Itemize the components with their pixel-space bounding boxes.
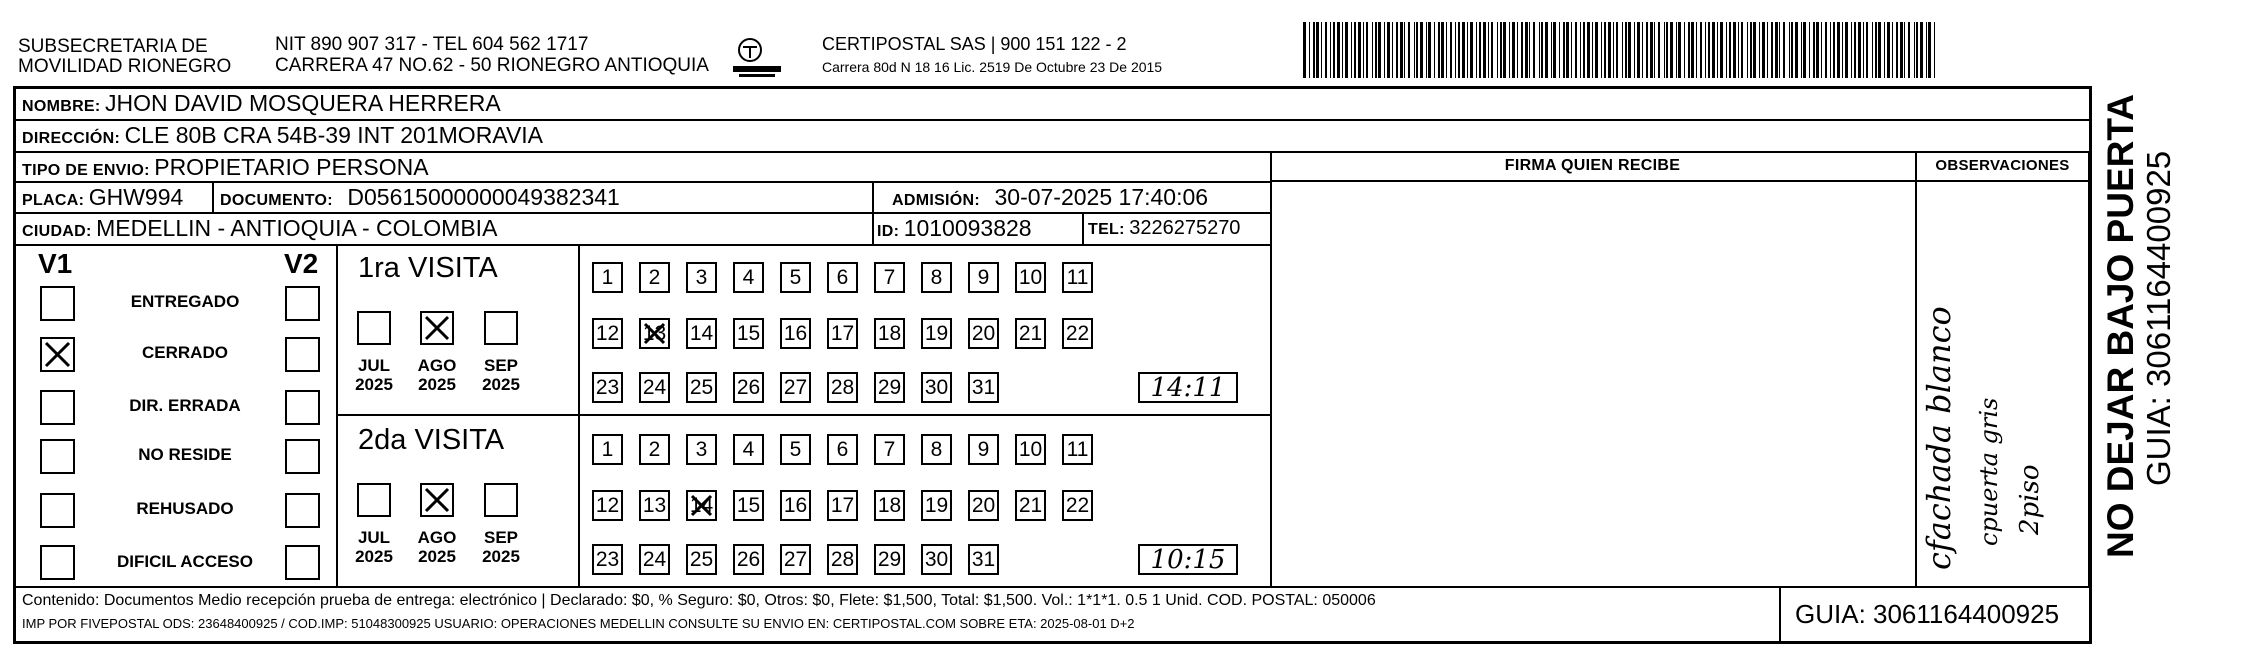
v2-checkbox[interactable] (285, 286, 320, 321)
day-number: 27 (783, 376, 808, 399)
day-box[interactable] (827, 318, 858, 349)
day-box[interactable] (592, 372, 623, 403)
v2-checkbox[interactable] (285, 439, 320, 474)
day-number: 24 (642, 548, 667, 571)
nombre-value: JHON DAVID MOSQUERA HERRERA (105, 90, 501, 116)
day-box[interactable] (780, 372, 811, 403)
v2-checkbox[interactable] (285, 390, 320, 425)
day-box[interactable] (968, 318, 999, 349)
day-number: 23 (595, 548, 620, 571)
day-box[interactable] (874, 262, 905, 293)
day-number: 7 (883, 266, 896, 289)
day-number: 13 (642, 322, 667, 345)
footer-guia: GUIA: 3061164400925 (1795, 599, 2060, 629)
observacion-line-2: cpuerta gris (1975, 397, 2003, 546)
day-box[interactable] (827, 262, 858, 293)
visit-time-box[interactable]: 10:15 (1138, 544, 1238, 575)
day-box[interactable] (968, 544, 999, 575)
day-number: 25 (689, 548, 714, 571)
day-number: 30 (924, 548, 949, 571)
day-number: 20 (971, 322, 996, 345)
month-checkbox[interactable] (484, 483, 518, 517)
day-box[interactable] (733, 544, 764, 575)
day-box[interactable] (639, 490, 670, 521)
day-number: 26 (736, 548, 761, 571)
day-number: 14 (689, 494, 714, 517)
day-box[interactable] (874, 318, 905, 349)
day-box[interactable] (592, 434, 623, 465)
month-label: SEP 2025 (482, 356, 520, 394)
day-box[interactable] (1015, 434, 1046, 465)
day-number: 18 (877, 494, 902, 517)
day-number: 30 (924, 376, 949, 399)
documento-label: DOCUMENTO: (220, 192, 333, 209)
day-box[interactable] (686, 490, 717, 521)
day-box[interactable] (686, 434, 717, 465)
day-box[interactable] (1062, 262, 1093, 293)
day-box[interactable] (592, 490, 623, 521)
day-box[interactable] (639, 434, 670, 465)
day-box[interactable] (733, 372, 764, 403)
direccion-label: DIRECCIÓN: (22, 130, 121, 147)
day-number: 9 (977, 438, 990, 461)
day-box[interactable] (1062, 434, 1093, 465)
check-mark-icon (42, 339, 73, 370)
day-box[interactable] (921, 318, 952, 349)
documento-field (220, 185, 620, 213)
day-number: 5 (789, 438, 802, 461)
v2-checkbox[interactable] (285, 545, 320, 580)
certipostal-name: CERTIPOSTAL SAS | 900 151 122 - 2 (822, 34, 1127, 54)
month-label: JUL 2025 (355, 356, 393, 394)
observacion-line-3: 2piso (2015, 464, 2045, 535)
day-number: 24 (642, 376, 667, 399)
barcode (1303, 22, 1938, 78)
day-box[interactable] (639, 318, 670, 349)
org-address: CARRERA 47 NO.62 - 50 RIONEGRO ANTIOQUIA (275, 55, 709, 76)
day-box[interactable] (968, 372, 999, 403)
placa-label: PLACA: (22, 192, 85, 209)
day-box[interactable] (921, 544, 952, 575)
status-label: NO RESIDE (138, 445, 232, 464)
observaciones-header: OBSERVACIONES (1935, 157, 2070, 174)
ciudad-field (22, 216, 497, 244)
day-box[interactable] (592, 318, 623, 349)
day-box[interactable] (780, 262, 811, 293)
day-number: 5 (789, 266, 802, 289)
day-box[interactable] (1015, 318, 1046, 349)
day-box[interactable] (827, 434, 858, 465)
day-number: 10 (1018, 266, 1043, 289)
day-box[interactable] (874, 544, 905, 575)
day-box[interactable] (733, 318, 764, 349)
day-box[interactable] (639, 262, 670, 293)
day-number: 20 (971, 494, 996, 517)
day-box[interactable] (780, 434, 811, 465)
check-mark-icon (641, 320, 668, 347)
check-mark-icon (422, 313, 452, 343)
day-number: 22 (1065, 322, 1090, 345)
side-guia: GUIA: 3061164400925 (2140, 150, 2177, 486)
org-name-line1: SUBSECRETARIA DE (18, 36, 208, 57)
month-checkbox[interactable] (420, 311, 454, 345)
status-label: CERRADO (142, 343, 228, 362)
day-box[interactable] (686, 544, 717, 575)
day-box[interactable] (780, 544, 811, 575)
day-number: 28 (830, 376, 855, 399)
day-box[interactable] (874, 434, 905, 465)
day-number: 22 (1065, 494, 1090, 517)
day-box[interactable] (686, 372, 717, 403)
day-box[interactable] (874, 490, 905, 521)
nombre-label: NOMBRE: (22, 98, 101, 115)
day-box[interactable] (733, 434, 764, 465)
firma-header: FIRMA QUIEN RECIBE (1504, 157, 1681, 174)
status-label: REHUSADO (136, 499, 234, 518)
day-box[interactable] (686, 262, 717, 293)
day-number: 3 (695, 266, 708, 289)
day-number: 29 (877, 548, 902, 571)
v1-checkbox[interactable] (40, 493, 75, 528)
day-number: 2 (648, 438, 661, 461)
id-field (877, 216, 1032, 244)
v1-checkbox[interactable] (40, 545, 75, 580)
day-number: 4 (742, 438, 755, 461)
visit-1-title: 1ra VISITA (358, 252, 498, 284)
day-number: 11 (1066, 266, 1089, 289)
day-box[interactable] (592, 544, 623, 575)
day-box[interactable] (1062, 490, 1093, 521)
day-number: 17 (830, 322, 855, 345)
day-number: 16 (783, 494, 808, 517)
day-box[interactable] (968, 490, 999, 521)
day-box[interactable] (780, 490, 811, 521)
month-checkbox[interactable] (357, 311, 391, 345)
month-label: SEP 2025 (482, 528, 520, 566)
month-label: JUL 2025 (355, 528, 393, 566)
day-box[interactable] (874, 372, 905, 403)
nit-phone: NIT 890 907 317 - TEL 604 562 1717 (275, 34, 589, 55)
day-number: 19 (924, 322, 949, 345)
day-box[interactable] (733, 490, 764, 521)
day-box[interactable] (827, 544, 858, 575)
ciudad-value: MEDELLIN - ANTIOQUIA - COLOMBIA (96, 215, 498, 241)
check-mark-icon (422, 485, 452, 515)
day-number: 8 (930, 438, 943, 461)
placa-value: GHW994 (88, 184, 184, 210)
day-number: 4 (742, 266, 755, 289)
v2-checkbox[interactable] (285, 493, 320, 528)
day-box[interactable] (733, 262, 764, 293)
day-number: 7 (883, 438, 896, 461)
tel-field (1088, 216, 1240, 242)
day-number: 12 (595, 494, 620, 517)
status-label: ENTREGADO (130, 292, 240, 311)
day-box[interactable] (921, 434, 952, 465)
day-number: 15 (736, 322, 761, 345)
footer-contenido: Contenido: Documentos Medio recepción prueba de entrega: electrónico | Declarado: $0, % Seguro: $0, Otros: $0, Flete: $1,500, Total: $1,500. Vol.: 1*1*1. 0.5 1 Unid. COD. POSTAL: 050006 (22, 592, 1376, 609)
day-box[interactable] (921, 372, 952, 403)
day-number: 8 (930, 266, 943, 289)
day-number: 1 (601, 438, 614, 461)
day-box[interactable] (827, 372, 858, 403)
day-number: 15 (736, 494, 761, 517)
tipo-envio-row (22, 155, 429, 183)
id-value: 1010093828 (903, 215, 1032, 241)
v2-header: V2 (284, 248, 319, 279)
day-box[interactable] (1015, 490, 1046, 521)
day-box[interactable] (639, 372, 670, 403)
day-number: 21 (1018, 494, 1043, 517)
day-number: 21 (1018, 322, 1043, 345)
certipostal-logo (733, 34, 781, 80)
day-number: 25 (689, 376, 714, 399)
v1-checkbox[interactable] (40, 390, 75, 425)
day-number: 13 (642, 494, 667, 517)
tel-label: TEL: (1088, 221, 1125, 238)
day-box[interactable] (780, 318, 811, 349)
day-number: 6 (836, 266, 849, 289)
day-box[interactable] (968, 262, 999, 293)
footer-impresion: IMP POR FIVEPOSTAL ODS: 23648400925 / COD.IMP: 51048300925 USUARIO: OPERACIONES MEDELLIN CONSULTE SU ENVIO EN: CERTIPOSTAL.COM SOBRE ETA: 2025-08-01 D+2 (22, 616, 1135, 631)
day-number: 17 (830, 494, 855, 517)
month-label: AGO 2025 (417, 528, 457, 566)
v1-checkbox[interactable] (40, 439, 75, 474)
no-dejar-bajo-puerta: NO DEJAR BAJO PUERTA (2100, 94, 2141, 558)
day-box[interactable] (1015, 262, 1046, 293)
admision-field (892, 185, 1208, 213)
ciudad-label: CIUDAD: (22, 223, 92, 240)
day-box[interactable] (968, 434, 999, 465)
day-box[interactable] (921, 490, 952, 521)
day-number: 14 (689, 322, 714, 345)
day-number: 18 (877, 322, 902, 345)
day-number: 28 (830, 548, 855, 571)
month-label: AGO 2025 (417, 356, 457, 394)
org-name-line2: MOVILIDAD RIONEGRO (18, 56, 232, 77)
day-number: 6 (836, 438, 849, 461)
month-checkbox[interactable] (484, 311, 518, 345)
day-number: 1 (601, 266, 614, 289)
check-mark-icon (688, 492, 715, 519)
tipo-envio-value: PROPIETARIO PERSONA (154, 154, 429, 180)
day-box[interactable] (686, 318, 717, 349)
v1-checkbox[interactable] (40, 286, 75, 321)
certipostal-address: Carrera 80d N 18 16 Lic. 2519 De Octubre 23 De 2015 (822, 59, 1163, 75)
day-box[interactable] (592, 262, 623, 293)
day-number: 16 (783, 322, 808, 345)
tel-value: 3226275270 (1129, 217, 1241, 239)
day-number: 11 (1066, 438, 1089, 461)
id-label: ID: (877, 223, 900, 240)
status-label: DIR. ERRADA (129, 396, 241, 415)
day-number: 27 (783, 548, 808, 571)
placa-field (22, 185, 183, 213)
day-number: 10 (1018, 438, 1043, 461)
day-number: 29 (877, 376, 902, 399)
day-number: 23 (595, 376, 620, 399)
v1-header: V1 (38, 248, 73, 279)
documento-value: D05615000000049382341 (347, 184, 620, 210)
day-box[interactable] (827, 490, 858, 521)
status-label: DIFICIL ACCESO (116, 552, 253, 571)
nombre-row (22, 91, 501, 119)
v1-checkbox[interactable] (40, 337, 75, 372)
day-box[interactable] (639, 544, 670, 575)
day-box[interactable] (1062, 318, 1093, 349)
day-box[interactable] (921, 262, 952, 293)
direccion-value: CLE 80B CRA 54B-39 INT 201MORAVIA (124, 122, 544, 148)
visit-time-box[interactable]: 14:11 (1138, 372, 1238, 403)
v2-checkbox[interactable] (285, 337, 320, 372)
day-number: 2 (648, 266, 661, 289)
day-number: 31 (971, 548, 996, 571)
day-number: 3 (695, 438, 708, 461)
admision-value: 30-07-2025 17:40:06 (994, 184, 1209, 210)
observacion-line-1: cfachada blanco (1920, 306, 1958, 570)
visit-2-title: 2da VISITA (358, 424, 505, 456)
month-checkbox[interactable] (357, 483, 391, 517)
direccion-row (22, 123, 543, 151)
day-number: 31 (971, 376, 996, 399)
day-number: 19 (924, 494, 949, 517)
day-number: 26 (736, 376, 761, 399)
month-checkbox[interactable] (420, 483, 454, 517)
tipo-envio-label: TIPO DE ENVIO: (22, 162, 150, 179)
day-number: 9 (977, 266, 990, 289)
day-number: 12 (595, 322, 620, 345)
admision-label: ADMISIÓN: (892, 192, 981, 209)
